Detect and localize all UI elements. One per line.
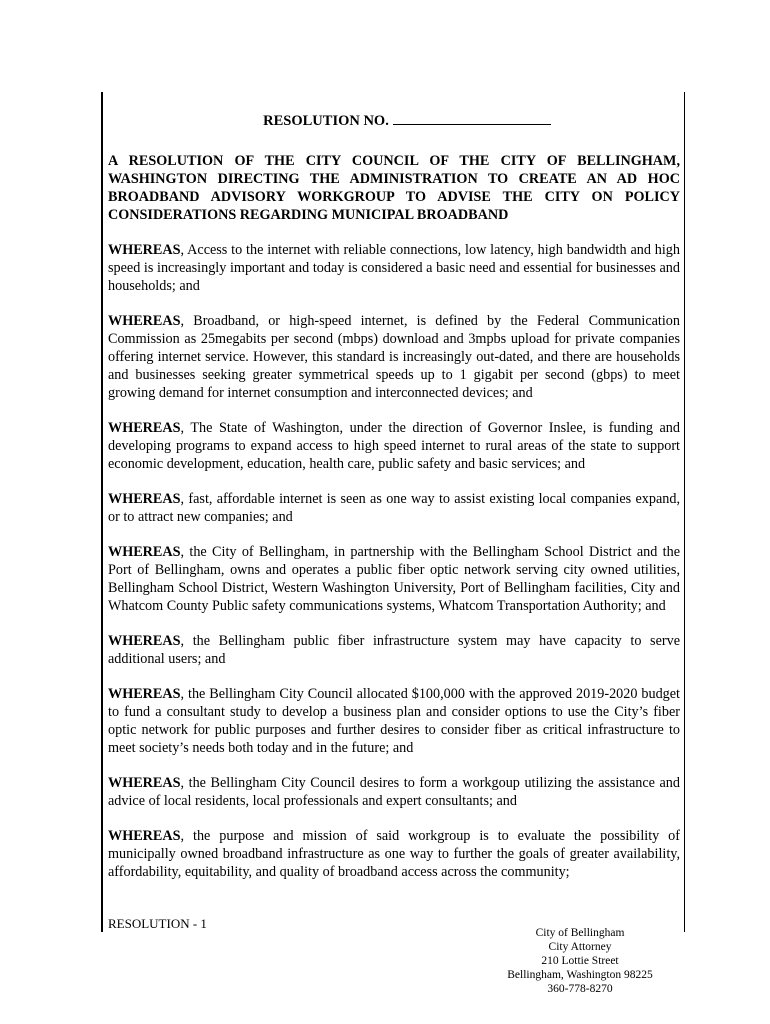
- whereas-text: , the Bellingham City Council desires to form a workgoup utilizing the assistance and advice of local residents, local professionals and expert consultants; and: [108, 775, 680, 809]
- address-line: 210 Lottie Street: [541, 955, 619, 967]
- whereas-label: WHEREAS: [108, 242, 181, 258]
- whereas-label: WHEREAS: [108, 633, 181, 649]
- resolution-number-blank: [393, 111, 551, 125]
- document-body: [108, 111, 680, 881]
- whereas-label: WHEREAS: [108, 686, 181, 702]
- whereas-paragraph: [108, 312, 680, 402]
- resolution-title: [108, 111, 680, 130]
- city-attorney-address: [480, 926, 680, 996]
- address-line: Bellingham, Washington 98225: [507, 969, 653, 981]
- whereas-text: , the purpose and mission of said workgroup is to evaluate the possibility of municipally owned broadband infrastructure as one way to further the goals of greater availability, affordability, equitability, and quality of broadband access across the community;: [108, 828, 680, 880]
- left-margin-rule: [101, 92, 103, 932]
- whereas-label: WHEREAS: [108, 828, 181, 844]
- address-phone: 360-778-8270: [547, 983, 613, 995]
- resolution-label: RESOLUTION NO.: [263, 113, 389, 129]
- whereas-paragraph: [108, 685, 680, 757]
- whereas-text: , the Bellingham City Council allocated $100,000 with the approved 2019-2020 budget to fund a consultant study to develop a business plan and consider options to use the City’s fiber optic network for public purposes and further desires to consider fiber as critical infrastructure to meet society’s needs both today and in the future; and: [108, 686, 680, 756]
- whereas-text: , Access to the internet with reliable connections, low latency, high bandwidth and high speed is increasingly important and today is considered a basic need and essential for businesses and households; and: [108, 242, 680, 294]
- whereas-label: WHEREAS: [108, 420, 181, 436]
- whereas-paragraph: [108, 419, 680, 473]
- whereas-text: , the Bellingham public fiber infrastructure system may have capacity to serve additional users; and: [108, 633, 680, 667]
- whereas-paragraph: [108, 632, 680, 668]
- whereas-paragraph: [108, 241, 680, 295]
- right-margin-rule: [684, 92, 685, 932]
- whereas-paragraph: [108, 490, 680, 526]
- whereas-label: WHEREAS: [108, 491, 181, 507]
- whereas-text: , the City of Bellingham, in partnership with the Bellingham School District and the Port of Bellingham, owns and operates a public fiber optic network serving city owned utilities, Bellingham School District, Western Washington University, Port of Bellingham facilities, City and Whatcom County Public safety communications systems, Whatcom Transportation Authority; and: [108, 544, 680, 614]
- whereas-paragraph: [108, 827, 680, 881]
- page-footer-label: RESOLUTION - 1: [108, 916, 207, 931]
- whereas-label: WHEREAS: [108, 775, 181, 791]
- whereas-paragraph: [108, 543, 680, 615]
- address-line: City of Bellingham: [535, 927, 625, 939]
- whereas-text: , The State of Washington, under the direction of Governor Inslee, is funding and developing programs to expand access to high speed internet to rural areas of the state to support economic development, education, health care, public safety and basic services; and: [108, 420, 680, 472]
- whereas-text: , Broadband, or high-speed internet, is defined by the Federal Communication Commission as 25megabits per second (mbps) download and 3mpbs upload for private companies offering internet service. However, this standard is increasingly out-dated, and there are households and businesses seeking greater symmetrical speeds up to 1 gigabit per second (gbps) to meet growing demand for internet consumption and interconnected devices; and: [108, 313, 680, 401]
- whereas-label: WHEREAS: [108, 544, 181, 560]
- address-line: City Attorney: [548, 941, 612, 953]
- whereas-paragraph: [108, 774, 680, 810]
- whereas-text: , fast, affordable internet is seen as one way to assist existing local companies expand, or to attract new companies; and: [108, 491, 680, 525]
- resolution-heading: A RESOLUTION OF THE CITY COUNCIL OF THE CITY OF BELLINGHAM, WASHINGTON DIRECTING THE ADMINISTRATION TO CREATE AN AD HOC BROADBAND ADVISORY WORKGROUP TO ADVISE THE CITY ON POLICY CONSIDERATIONS REGARDING MUNICIPAL BROADBAND: [108, 153, 680, 223]
- whereas-label: WHEREAS: [108, 313, 181, 329]
